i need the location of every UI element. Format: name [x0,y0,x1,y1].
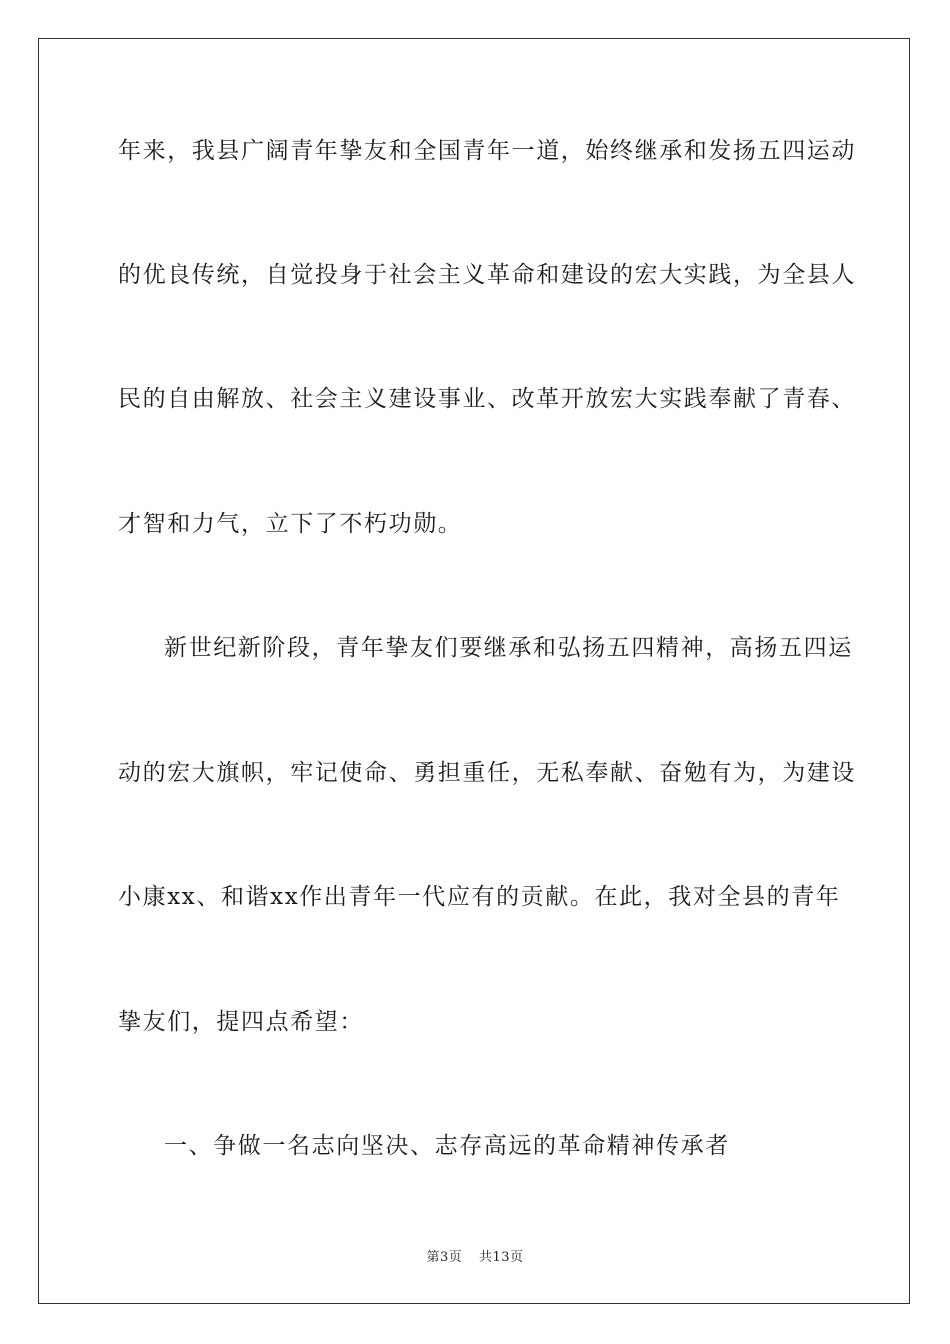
page-number: 第3页 [426,1250,463,1265]
paragraph-line-8: 挚友们，提四点希望： [118,1009,364,1035]
page-footer [0,1246,950,1265]
total-pages: 共13页 [478,1250,524,1265]
section-heading-1: 一、争做一名志向坚决、志存高远的革命精神传承者 [164,1133,730,1159]
page-border [38,38,910,1304]
paragraph-line-3: 民的自由解放、社会主义建设事业、改革开放宏大实践奉献了青春、 [118,386,856,412]
paragraph-line-1: 年来，我县广阔青年挚友和全国青年一道，始终继承和发扬五四运动 [118,138,856,164]
paragraph-line-7: 小康xx、和谐xx作出青年一代应有的贡献。在此，我对全县的青年 [118,884,841,910]
paragraph-line-4: 才智和力气，立下了不朽功勋。 [118,511,463,537]
paragraph-line-6: 动的宏大旗帜，牢记使命、勇担重任，无私奉献、奋勉有为，为建设 [118,760,856,786]
paragraph-line-2: 的优良传统，自觉投身于社会主义革命和建设的宏大实践，为全县人 [118,262,856,288]
paragraph-line-5: 新世纪新阶段，青年挚友们要继承和弘扬五四精神，高扬五四运 [164,635,853,661]
